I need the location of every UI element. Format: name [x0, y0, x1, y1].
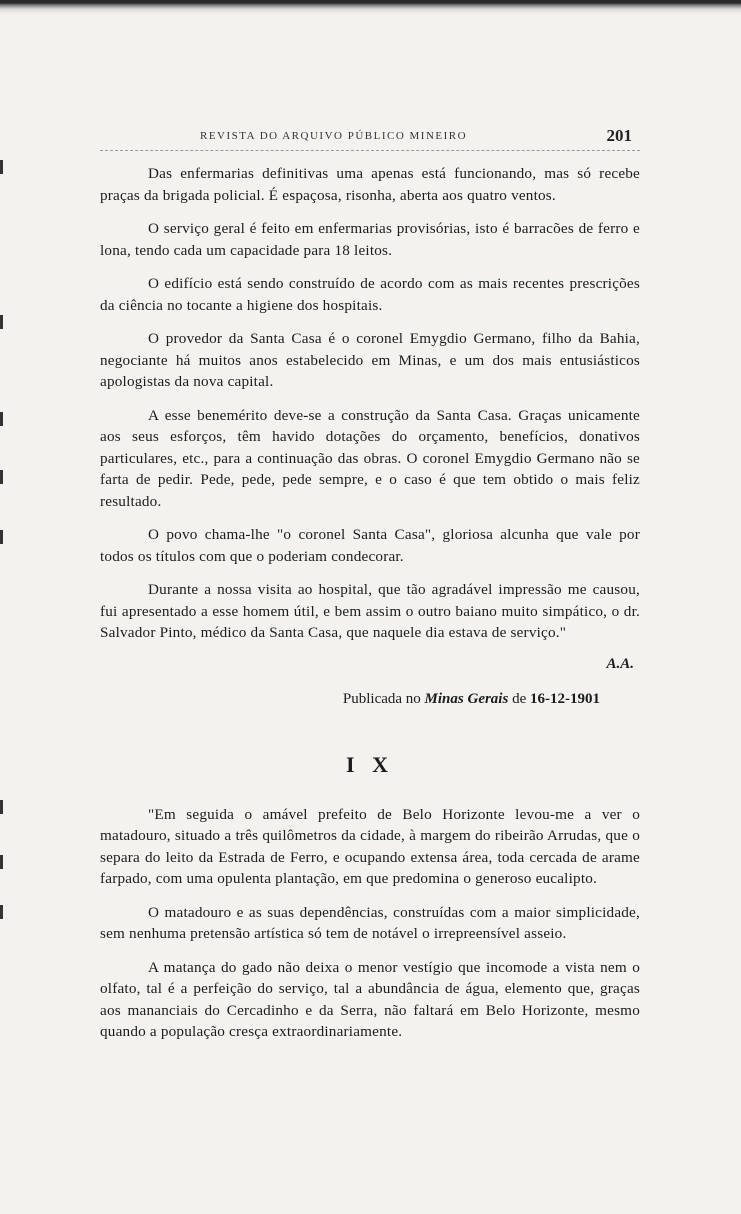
paragraph: O provedor da Santa Casa é o coronel Emygdio Germano, filho da Bahia, negociante há muitos anos estabelecido em Minas, e um dos mais entusiásticos apologistas da nova capital.: [100, 330, 640, 390]
binding-mark: [0, 412, 3, 426]
paragraph: O edifício está sendo construído de acordo com as mais recentes prescrições da ciência no tocante a higiene dos hospitais.: [100, 275, 640, 314]
article-body-bottom: [100, 804, 640, 1043]
running-title: REVISTA DO ARQUIVO PÚBLICO MINEIRO: [200, 130, 468, 142]
author-signature: A.A.: [606, 655, 634, 672]
paragraph: A matança do gado não deixa o menor vestígio que incomode a vista nem o olfato, tal é a perfeição do serviço, tal a abundância de água, elemento que, graças aos mananciais do Cercadinho e da Serra, não faltará em Belo Horizonte, mesmo quando a população cresça extraordinariamente.: [100, 958, 640, 1040]
paragraph: "Em seguida o amável prefeito de Belo Horizonte levou-me a ver o matadouro, situado a três quilômetros da cidade, à margem do ribeirão Arrudas, que o separa do leito da Estrada de Ferro, e ocupando extensa área, toda cercada de arame farpado, com uma opulenta plantação, em que predomina o generoso eucalipto.: [100, 805, 640, 887]
article-body-top: [100, 163, 640, 644]
binding-mark: [0, 800, 3, 814]
page-number: 201: [606, 126, 632, 145]
publication-journal: Minas Gerais: [424, 690, 509, 707]
paragraph: A esse benemérito deve-se a construção da Santa Casa. Graças unicamente aos seus esforços, têm havido dotações do orçamento, benefícios, donativos particulares, etc., para a continuação das obras. O coronel Emygdio Germano não se farta de pedir. Pede, pede, pede sempre, e o caso é que tem obtido o mais feliz resultado.: [100, 406, 640, 510]
binding-mark: [0, 855, 3, 869]
publication-prefix: Publicada no: [342, 690, 421, 707]
publication-date: 16-12-1901: [530, 690, 600, 707]
paragraph: O serviço geral é feito em enfermarias provisórias, isto é barracões de ferro e lona, tendo cada um capacidade para 18 leitos.: [100, 220, 640, 259]
binding-mark: [0, 315, 3, 329]
binding-mark: [0, 530, 3, 544]
document-page: [100, 126, 640, 1055]
binding-mark: [0, 470, 3, 484]
paragraph: Durante a nossa visita ao hospital, que tão agradável impressão me causou, fui apresentado a esse homem útil, e bem assim o outro baiano muito simpático, o dr. Salvador Pinto, médico da Santa Casa, que naquele dia estava de serviço.": [100, 581, 640, 641]
paragraph: O matadouro e as suas dependências, construídas com a maior simplicidade, sem nenhuma pretensão artística só tem de notável o irrepreensível asseio.: [100, 903, 640, 942]
paragraph: Das enfermarias definitivas uma apenas está funcionando, mas só recebe praças da brigada policial. É espaçosa, risonha, aberta aos quatro ventos.: [100, 165, 640, 204]
running-header: [100, 126, 640, 151]
binding-mark: [0, 905, 3, 919]
paragraph: O povo chama-lhe "o coronel Santa Casa", gloriosa alcunha que vale por todos os títulos com que o poderiam condecorar.: [100, 526, 640, 565]
publication-connector: de: [512, 690, 527, 707]
binding-mark: [0, 160, 3, 174]
publication-note: [100, 691, 600, 708]
scan-edge: [0, 0, 741, 14]
section-heading: I X: [346, 751, 394, 777]
